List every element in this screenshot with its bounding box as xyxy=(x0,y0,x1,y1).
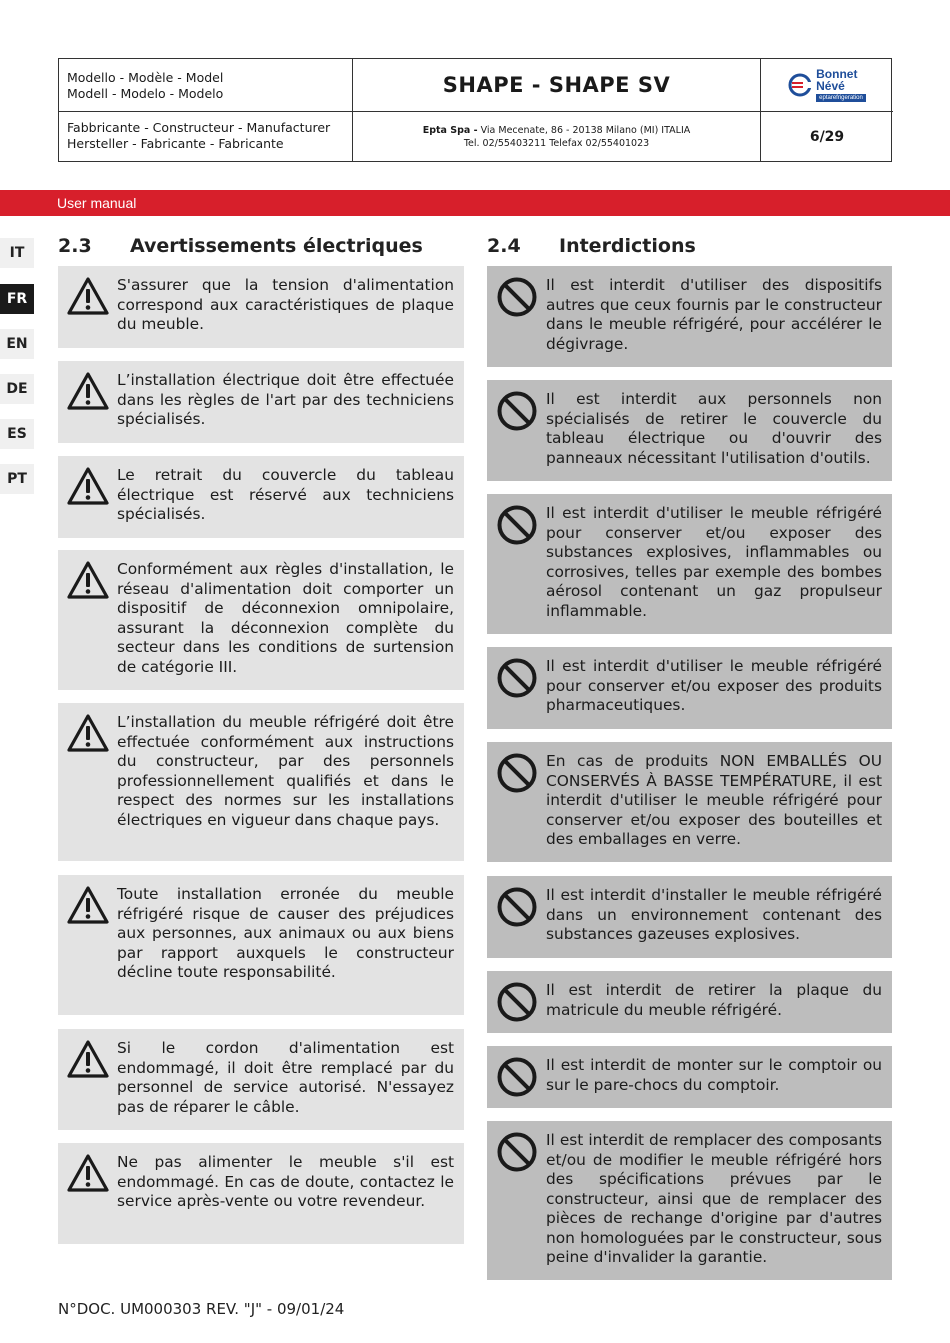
warning-triangle-icon xyxy=(66,1039,110,1079)
logo-line2: Névé xyxy=(816,79,845,93)
warning-box xyxy=(58,361,464,443)
prohibition-box xyxy=(487,1046,892,1108)
prohibition-text: Il est interdit de remplacer des composants et/ou de modifier le meuble réfrigéré hors des spécifications prévues par le constructeur, ainsi que de remplacer des pièces de rechange d'origine par d'autres non homologuées par le constructeur, sous peine d'invalider la garantie. xyxy=(546,1131,882,1266)
warning-text: Si le cordon d'alimentation est endommagé, il doit être remplacé par du personnel de service autorisé. N'essayez pas de réparer le câble. xyxy=(117,1039,454,1116)
lang-tab-en[interactable]: EN xyxy=(0,329,34,359)
page-number: 6/29 xyxy=(809,129,845,145)
prohibition-text: Il est interdit d'utiliser le meuble réfrigéré pour conserver et/ou exposer des produits pharmaceutiques. xyxy=(546,657,882,714)
company-name: Epta Spa - xyxy=(422,125,478,136)
warning-text: L’installation électrique doit être effectuée dans les règles de l'art par des techniciens spécialisés. xyxy=(117,371,454,428)
warning-text: Toute installation erronée du meuble réfrigéré risque de causer des préjudices aux personnes, aux animaux ou aux biens par rapport auxquels le constructeur décline toute responsabilité. xyxy=(117,885,454,981)
model-label-line2: Modell - Modelo - Modelo xyxy=(67,86,224,101)
logo-line1: Bonnet xyxy=(816,67,858,81)
prohibition-text: Il est interdit de monter sur le comptoir ou sur le pare-chocs du comptoir. xyxy=(546,1056,882,1094)
prohibition-icon xyxy=(496,657,538,699)
lang-tab-pt[interactable]: PT xyxy=(0,464,34,494)
prohibition-icon xyxy=(496,752,538,794)
warning-triangle-icon xyxy=(66,1153,110,1193)
prohibition-icon xyxy=(496,1056,538,1098)
section-heading: Avertissements électriques xyxy=(130,235,423,257)
section-number: 2.4 xyxy=(487,235,521,257)
company-info xyxy=(353,112,761,162)
model-label-line1: Modello - Modèle - Model xyxy=(67,70,224,85)
section-number: 2.3 xyxy=(58,235,92,257)
prohibition-box xyxy=(487,494,892,634)
prohibition-box xyxy=(487,1121,892,1280)
warning-triangle-icon xyxy=(66,276,110,316)
prohibition-text: Il est interdit d'utiliser le meuble réfrigéré pour conserver et/ou exposer des substances explosives, inflammables ou corrosives, telles par exemple des bombes aérosol contenant un gaz propulseur inflammable. xyxy=(546,504,882,620)
prohibition-icon xyxy=(496,504,538,546)
prohibition-icon xyxy=(496,981,538,1023)
company-contacts: Tel. 02/55403211 Telefax 02/55401023 xyxy=(463,138,650,149)
warning-box xyxy=(58,550,464,690)
prohibition-box xyxy=(487,876,892,958)
logo-sub: eptarefrigeration xyxy=(816,94,866,102)
section-banner: User manual xyxy=(0,190,950,216)
warning-box xyxy=(58,456,464,538)
document-number: N°DOC. UM000303 REV. "J" - 09/01/24 xyxy=(58,1300,345,1318)
prohibition-box xyxy=(487,380,892,481)
warning-text: Conformément aux règles d'installation, le réseau d'alimentation doit comporter un dispositif de déconnexion omnipolaire, assurant la déconnexion complète du secteur dans les conditions de surtension de catégorie III. xyxy=(117,560,454,676)
lang-tab-fr[interactable]: FR xyxy=(0,284,34,314)
prohibition-text: En cas de produits NON EMBALLÉS OU CONSERVÉS À BASSE TEMPÉRATURE, il est interdit d'utiliser le meuble réfrigéré pour conserver et/ou exposer des bouteilles et des emballages en verre. xyxy=(546,752,882,848)
prohibition-text: Il est interdit d'installer le meuble réfrigéré dans un environnement contenant des substances gazeuses explosives. xyxy=(546,886,882,943)
prohibition-box xyxy=(487,647,892,729)
section-title-prohibitions xyxy=(487,235,696,257)
warning-box xyxy=(58,266,464,348)
warning-box xyxy=(58,1143,464,1244)
warning-triangle-icon xyxy=(66,560,110,600)
manufacturer-label-line2: Hersteller - Fabricante - Fabricante xyxy=(67,136,284,151)
warning-triangle-icon xyxy=(66,466,110,506)
prohibition-icon xyxy=(496,886,538,928)
prohibition-box xyxy=(487,266,892,367)
prohibition-text: Il est interdit d'utiliser des dispositifs autres que ceux fournis par le constructeur dans le meuble réfrigéré, pour accélérer le dégivrage. xyxy=(546,276,882,353)
warning-text: S'assurer que la tension d'alimentation correspond aux caractéristiques de plaque du meuble. xyxy=(117,276,454,333)
lang-tab-de[interactable]: DE xyxy=(0,374,34,404)
lang-tab-es[interactable]: ES xyxy=(0,419,34,449)
warning-box xyxy=(58,1029,464,1130)
prohibition-text: Il est interdit de retirer la plaque du matricule du meuble réfrigéré. xyxy=(546,981,882,1019)
manufacturer-label-line1: Fabbricante - Constructeur - Manufacturer xyxy=(67,120,331,135)
prohibition-icon xyxy=(496,390,538,432)
warning-text: L’installation du meuble réfrigéré doit être effectuée conformément aux instructions du constructeur, par des personnels professionnellement qualifiés et dans le respect des normes sur les installations électriques en vigueur dans chaque pays. xyxy=(117,713,454,829)
warning-triangle-icon xyxy=(66,885,110,925)
warning-triangle-icon xyxy=(66,371,110,411)
prohibition-icon xyxy=(496,276,538,318)
warning-text: Ne pas alimenter le meuble s'il est endommagé. En cas de doute, contactez le service après-vente ou votre revendeur. xyxy=(117,1153,454,1210)
lang-tab-it[interactable]: IT xyxy=(0,238,34,268)
prohibition-icon xyxy=(496,1131,538,1173)
prohibition-text: Il est interdit aux personnels non spécialisés de retirer le couvercle du tableau électrique ou d'ouvrir des panneaux nécessitant l'utilisation d'outils. xyxy=(546,390,882,467)
warning-triangle-icon xyxy=(66,713,110,753)
euro-logo-icon xyxy=(788,73,812,97)
prohibition-box xyxy=(487,742,892,862)
section-heading: Interdictions xyxy=(559,235,696,257)
model-label xyxy=(59,59,353,112)
manufacturer-label xyxy=(59,112,353,162)
warning-box xyxy=(58,703,464,861)
document-header xyxy=(58,58,892,162)
prohibition-box xyxy=(487,971,892,1033)
section-title-electrical-warnings xyxy=(58,235,423,257)
company-logo xyxy=(761,59,893,112)
warning-text: Le retrait du couvercle du tableau électrique est réservé aux techniciens spécialisés. xyxy=(117,466,454,523)
warning-box xyxy=(58,875,464,1015)
product-name: SHAPE - SHAPE SV xyxy=(353,59,761,112)
company-address: Via Mecenate, 86 - 20138 Milano (MI) ITALIA xyxy=(477,125,691,136)
